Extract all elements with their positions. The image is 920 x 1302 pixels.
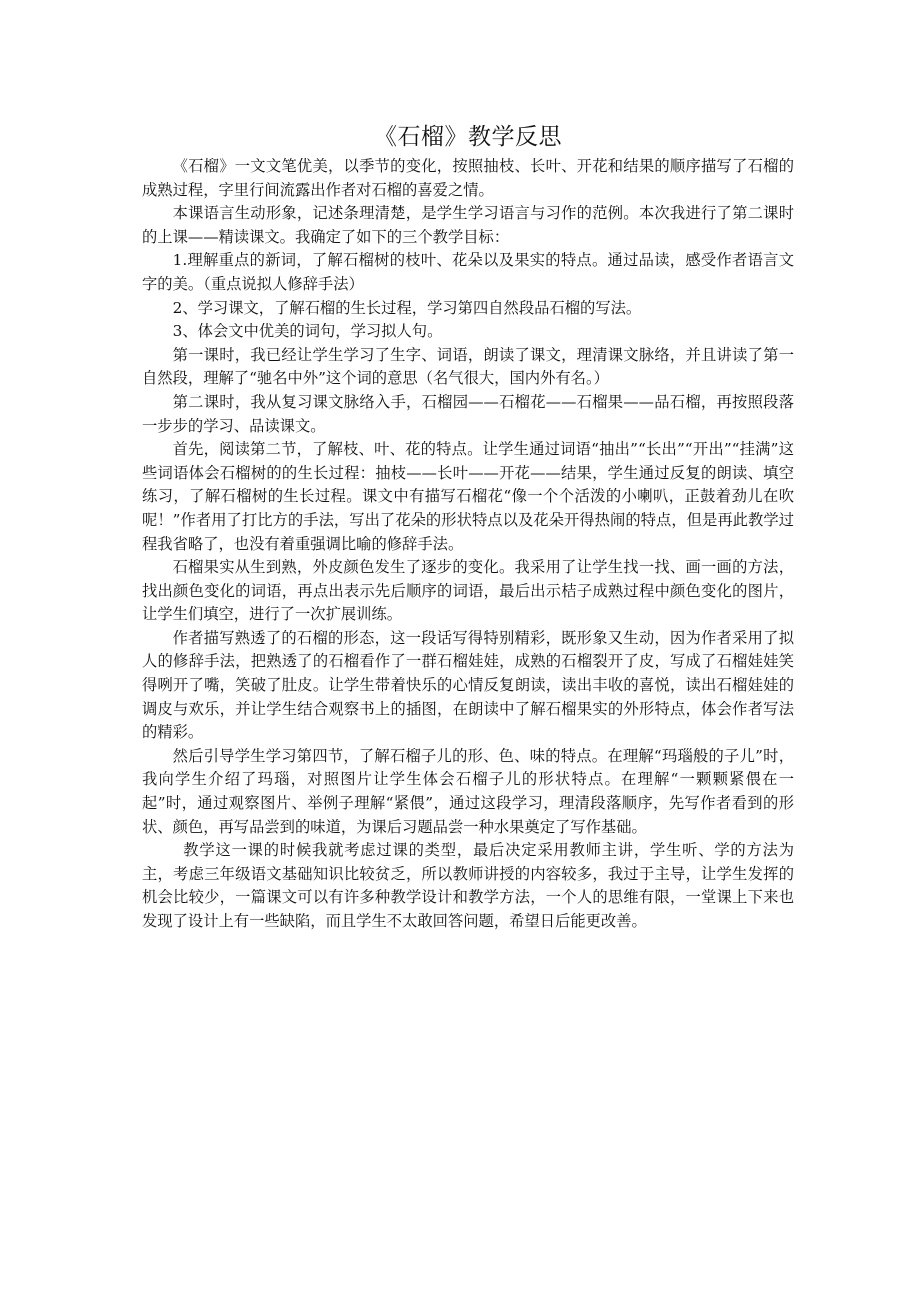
paragraph-goal-1: 1.理解重点的新词，了解石榴树的枝叶、花朵以及果实的特点。通过品读，感受作者语言文字的美。（重点说拟人修辞手法） <box>142 251 794 293</box>
paragraph-section-four: 然后引导学生学习第四节，了解石榴子儿的形、色、味的特点。在理解“玛瑙般的子儿”时，我向学生介绍了玛瑙，对照图片让学生体会石榴子儿的形状特点。在理解“一颗颗紧偎在一起”时，通过观察图片、举例子理解“紧偎”，通过这段学习，理清段落顺序，先写作者看到的形状、颜色，再写品尝到的味道，为课后习题品尝一种水果奠定了写作基础。 <box>142 746 794 836</box>
document-page <box>142 121 794 934</box>
document-title: 《石榴》教学反思 <box>374 124 562 150</box>
paragraph-goal-3: 3、体会文中优美的词句，学习拟人句。 <box>172 322 443 341</box>
paragraph-reflection: 教学这一课的时候我就考虑过课的类型，最后决定采用教师主讲，学生听、学的方法为主，考虑三年级语文基础知识比较贫乏，所以教师讲授的内容较多，我过于主导，让学生发挥的机会比较少，一篇课文可以有许多种教学设计和教学方法，一个人的思维有限，一堂课上下来也发现了设计上有一些缺陷，而且学生不太敢回答问题，希望日后能更改善。 <box>142 841 794 930</box>
paragraph-fruit-color: 石榴果实从生到熟，外皮颜色发生了逐步的变化。我采用了让学生找一找、画一画的方法，找出颜色变化的词语，再点出表示先后顺序的词语，最后出示桔子成熟过程中颜色变化的图片，让学生们填空，进行了一次扩展训练。 <box>142 558 794 624</box>
paragraph-goals-intro: 本课语言生动形象，记述条理清楚，是学生学习语言与习作的范例。本次我进行了第二课时的上课——精读课文。我确定了如下的三个教学目标： <box>142 204 794 246</box>
paragraph-second-lesson: 第二课时，我从复习课文脉络入手，石榴园——石榴花——石榴果——品石榴，再按照段落一步步的学习、品读课文。 <box>142 392 794 435</box>
paragraph-goal-2: 2、学习课文，了解石榴的生长过程，学习第四自然段品石榴的写法。 <box>172 298 642 317</box>
paragraph-section-two: 首先，阅读第二节，了解枝、叶、花的特点。让学生通过词语“抽出”“长出”“开出”“挂满”这些词语体会石榴树的的生长过程：抽枝——长叶——开花——结果，学生通过反复的朗读、填空练习，了解石榴树的生长过程。课文中有描写石榴花“像一个个活泼的小喇叭，正鼓着劲儿在吹呢！”作者用了打比方的手法，写出了花朵的形状特点以及花朵开得热闹的特点，但是再此教学过程我省略了，也没有着重强调比喻的修辞手法。 <box>142 440 794 553</box>
paragraph-fruit-shape: 作者描写熟透了的石榴的形态，这一段话写得特别精彩，既形象又生动，因为作者采用了拟人的修辞手法，把熟透了的石榴看作了一群石榴娃娃，成熟的石榴裂开了皮，写成了石榴娃娃笑得咧开了嘴，笑破了肚皮。让学生带着快乐的心情反复朗读，读出丰收的喜悦，读出石榴娃娃的调皮与欢乐，并让学生结合观察书上的插图，在朗读中了解石榴果实的外形特点，体会作者写法的精彩。 <box>142 628 794 742</box>
paragraph-intro: 《石榴》一文文笔优美，以季节的变化，按照抽枝、长叶、开花和结果的顺序描写了石榴的成熟过程，字里行间流露出作者对石榴的喜爱之情。 <box>142 157 794 199</box>
paragraph-first-lesson: 第一课时，我已经让学生学习了生字、词语，朗读了课文，理清课文脉络，并且讲读了第一自然段，理解了“驰名中外”这个词的意思（名气很大，国内外有名。） <box>142 345 794 388</box>
